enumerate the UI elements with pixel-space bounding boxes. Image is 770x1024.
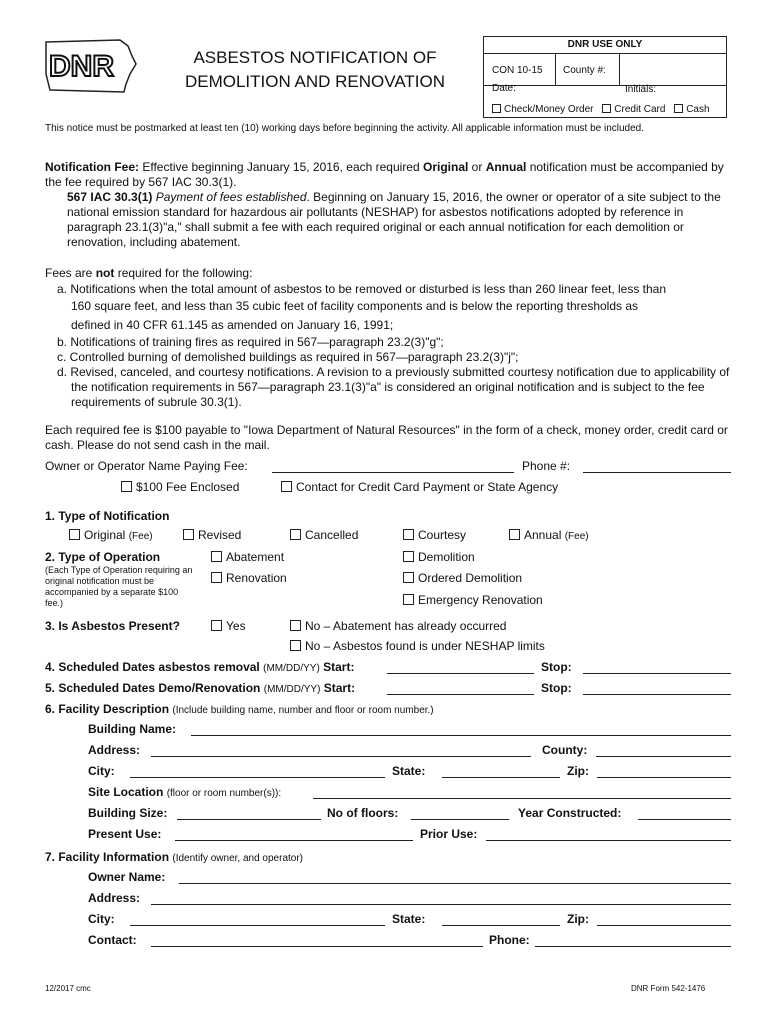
- abatement-label: Abatement: [226, 550, 285, 564]
- initials-label: Initials:: [625, 84, 657, 95]
- asbestos-stop-field[interactable]: [583, 673, 731, 674]
- original-label: Original: [84, 528, 126, 542]
- facility-county-field[interactable]: [596, 756, 731, 757]
- asbestos-yes-option: [211, 619, 246, 633]
- cancelled-option: [290, 528, 358, 542]
- demolition-checkbox[interactable]: [403, 551, 414, 562]
- exemption-c: c. Controlled burning of demolished buildings as required in 567—paragraph 23.2(3)"j";: [57, 350, 519, 364]
- contact-phone-field[interactable]: [535, 946, 731, 947]
- owner-address-field[interactable]: [151, 904, 731, 905]
- con-code: CON 10-15: [492, 65, 543, 76]
- s5-start-label: Start:: [323, 681, 356, 695]
- owner-zip-label: Zip:: [567, 912, 589, 926]
- emergency-renovation-label: Emergency Renovation: [418, 593, 543, 607]
- original-checkbox[interactable]: [69, 529, 80, 540]
- owner-city-field[interactable]: [130, 925, 385, 926]
- s2-note: (Each Type of Operation requiring an original notification must be accompanied by a separate $100 fee.): [45, 565, 193, 608]
- abatement-option: [211, 550, 284, 564]
- present-use-label: Present Use:: [88, 827, 162, 841]
- rule-text: . Beginning on January 15, 2016, the owner or operator of a site subject to the national emission standard for hazardous air pollutants (NESHAP) for asbestos notifications adopted by reference in paragraph 23.1(3)"a," shall submit a fee with each required original or each annual notification for each demolition or renovation, including abatement.: [67, 190, 721, 249]
- demolition-option: [403, 550, 475, 564]
- s7-label: 7. Facility Information: [45, 850, 170, 864]
- exemption-d: d. Revised, canceled, and courtesy notifications. A revision to a previously submitted courtesy notification due to applicability of the notification requirements in 567—paragraph 23.1(3)"a" is considered an original notification and is subject to the fee requirements of subrule 30.3(1).: [57, 365, 730, 409]
- ordered-demolition-checkbox[interactable]: [403, 572, 414, 583]
- fee-original: Original: [423, 160, 469, 174]
- facility-state-label: State:: [392, 764, 426, 778]
- renovation-checkbox[interactable]: [211, 572, 222, 583]
- demo-stop-field[interactable]: [583, 694, 731, 695]
- site-location-label: Site Location: [88, 785, 164, 799]
- revised-checkbox[interactable]: [183, 529, 194, 540]
- year-constructed-label: Year Constructed:: [518, 806, 622, 820]
- building-size-field[interactable]: [177, 819, 321, 820]
- payment-instructions: Each required fee is $100 payable to "Iowa Department of Natural Resources" in the form of a check, money order, credit card or cash. Please do not send cash in the mail.: [45, 423, 728, 452]
- emergency-renovation-checkbox[interactable]: [403, 594, 414, 605]
- owner-state-field[interactable]: [442, 925, 560, 926]
- payment-type-row: [492, 104, 710, 115]
- fee-annual: Annual: [485, 160, 527, 174]
- asbestos-no-neshap-checkbox[interactable]: [290, 640, 301, 651]
- asbestos-yes-checkbox[interactable]: [211, 620, 222, 631]
- ordered-demolition-label: Ordered Demolition: [418, 571, 523, 585]
- contact-field[interactable]: [151, 946, 483, 947]
- owner-paying-label: Owner or Operator Name Paying Fee:: [45, 459, 248, 473]
- postmark-notice: This notice must be postmarked at least ten (10) working days before beginning the activity. All applicable information must be included.: [45, 123, 645, 134]
- annual-option: [509, 528, 589, 542]
- exempt-lead-a: Fees are: [45, 266, 96, 280]
- site-location-hint: (floor or room number(s)):: [166, 788, 282, 799]
- revised-label: Revised: [198, 528, 242, 542]
- owner-name-label: Owner Name:: [88, 870, 166, 884]
- cash-label: Cash: [686, 104, 710, 115]
- rule-title: Payment of fees established: [155, 190, 307, 204]
- title-line-1: ASBESTOS NOTIFICATION OF: [193, 48, 437, 67]
- present-use-field[interactable]: [175, 840, 413, 841]
- cancelled-label: Cancelled: [305, 528, 359, 542]
- dnr-box-title: DNR USE ONLY: [484, 37, 726, 54]
- fee-heading: Notification Fee:: [45, 160, 140, 174]
- exemption-a-line3: defined in 40 CFR 61.145 as amended on January 16, 1991;: [71, 318, 394, 332]
- facility-zip-label: Zip:: [567, 764, 589, 778]
- s2-label: 2. Type of Operation: [45, 550, 161, 564]
- s1-label: 1. Type of Notification: [45, 509, 170, 523]
- facility-address-label: Address:: [88, 743, 141, 757]
- prior-use-label: Prior Use:: [420, 827, 478, 841]
- credit-card-checkbox[interactable]: [602, 104, 611, 113]
- cancelled-checkbox[interactable]: [290, 529, 301, 540]
- abatement-checkbox[interactable]: [211, 551, 222, 562]
- renovation-label: Renovation: [226, 571, 287, 585]
- exemption-a-line2: 160 square feet, and less than 35 cubic feet of facility components and is below the reporting thresholds as: [71, 299, 639, 313]
- date-label: Date:: [492, 83, 516, 94]
- fee-exemptions: [45, 266, 735, 410]
- courtesy-checkbox[interactable]: [403, 529, 414, 540]
- s5-format: (MM/DD/YY): [263, 684, 321, 695]
- annual-fee-note: (Fee): [564, 531, 589, 542]
- asbestos-no-abatement-label: No – Abatement has already occurred: [305, 619, 507, 633]
- exemption-a-line1: a. Notifications when the total amount of asbestos to be removed or disturbed is less than 260 linear feet, less than: [57, 282, 667, 296]
- owner-name-field[interactable]: [179, 883, 731, 884]
- s5-stop-label: Stop:: [541, 681, 572, 695]
- contact-credit-row: [281, 480, 558, 494]
- check-money-order-label: Check/Money Order: [504, 104, 594, 115]
- building-name-field[interactable]: [191, 735, 731, 736]
- notification-fee-section: [45, 160, 730, 250]
- s4-stop-label: Stop:: [541, 660, 572, 674]
- page-title: [160, 46, 470, 94]
- facility-zip-field[interactable]: [597, 777, 731, 778]
- asbestos-no-abatement-option: [290, 619, 506, 633]
- revised-option: [183, 528, 241, 542]
- building-name-label: Building Name:: [88, 722, 177, 736]
- s4-label-row: [45, 660, 354, 674]
- contact-credit-checkbox[interactable]: [281, 481, 292, 492]
- year-constructed-field[interactable]: [638, 819, 731, 820]
- facility-county-label: County:: [542, 743, 588, 757]
- cash-checkbox[interactable]: [674, 104, 683, 113]
- floors-field[interactable]: [411, 819, 509, 820]
- renovation-option: [211, 571, 287, 585]
- owner-zip-field[interactable]: [597, 925, 731, 926]
- s7-label-row: [45, 850, 303, 864]
- annual-checkbox[interactable]: [509, 529, 520, 540]
- s6-hint: (Include building name, number and floor or room number.): [172, 705, 434, 716]
- fee-enclosed-row: [121, 480, 239, 494]
- courtesy-option: [403, 528, 466, 542]
- contact-label: Contact:: [88, 933, 137, 947]
- fee-or: or: [468, 160, 486, 174]
- annual-label: Annual: [524, 528, 562, 542]
- owner-state-label: State:: [392, 912, 426, 926]
- dnr-use-only-box: [483, 36, 727, 118]
- owner-address-label: Address:: [88, 891, 141, 905]
- courtesy-label: Courtesy: [418, 528, 467, 542]
- fee-enclosed-label: $100 Fee Enclosed: [136, 480, 240, 494]
- exemption-b: b. Notifications of training fires as required in 567—paragraph 23.2(3)"g";: [57, 335, 444, 349]
- facility-city-field[interactable]: [130, 777, 385, 778]
- footer-form-number: DNR Form 542-1476: [631, 984, 706, 993]
- asbestos-yes-label: Yes: [226, 619, 246, 633]
- fee-text-b: notification must be accompanied by the fee required by 567 IAC 30.3(1).: [45, 160, 724, 189]
- asbestos-no-neshap-option: [290, 639, 545, 653]
- floors-label: No of floors:: [327, 806, 399, 820]
- s6-label: 6. Facility Description: [45, 702, 170, 716]
- rule-number: 567 IAC 30.3(1): [67, 190, 153, 204]
- phone-label: Phone #:: [522, 459, 571, 473]
- ordered-demolition-option: [403, 571, 522, 585]
- demolition-label: Demolition: [418, 550, 475, 564]
- title-line-2: DEMOLITION AND RENOVATION: [184, 72, 446, 91]
- contact-credit-label: Contact for Credit Card Payment or State Agency: [296, 480, 559, 494]
- check-money-order-checkbox[interactable]: [492, 104, 501, 113]
- emergency-renovation-option: [403, 593, 543, 607]
- dnr-logo: [40, 34, 138, 96]
- prior-use-field[interactable]: [486, 840, 731, 841]
- county-label: County #:: [563, 65, 606, 76]
- owner-city-label: City:: [88, 912, 115, 926]
- exempt-not: not: [95, 266, 115, 280]
- facility-state-field[interactable]: [442, 777, 560, 778]
- footer-revision: 12/2017 cmc: [45, 984, 91, 993]
- s5-label: 5. Scheduled Dates Demo/Renovation: [45, 681, 261, 695]
- contact-phone-label: Phone:: [489, 933, 530, 947]
- logo-text: DNR: [49, 50, 114, 83]
- asbestos-start-field[interactable]: [387, 673, 534, 674]
- asbestos-no-abatement-checkbox[interactable]: [290, 620, 301, 631]
- facility-address-field[interactable]: [151, 756, 531, 757]
- s4-start-label: Start:: [323, 660, 355, 674]
- original-fee-note: (Fee): [128, 531, 153, 542]
- site-location-row: [88, 785, 281, 799]
- site-location-field[interactable]: [313, 798, 731, 799]
- facility-city-label: City:: [88, 764, 115, 778]
- s5-label-row: [45, 681, 355, 695]
- owner-paying-field[interactable]: [272, 472, 514, 473]
- exempt-lead-b: required for the following:: [114, 266, 253, 280]
- phone-field[interactable]: [583, 472, 731, 473]
- credit-card-label: Credit Card: [614, 104, 666, 115]
- s7-hint: (Identify owner, and operator): [172, 853, 304, 864]
- fee-enclosed-checkbox[interactable]: [121, 481, 132, 492]
- s6-label-row: [45, 702, 434, 716]
- demo-start-field[interactable]: [387, 694, 534, 695]
- s4-format: (MM/DD/YY): [263, 663, 320, 674]
- fee-text-a: Effective beginning January 15, 2016, each required: [139, 160, 423, 174]
- s3-label: 3. Is Asbestos Present?: [45, 619, 180, 633]
- s4-label: 4. Scheduled Dates asbestos removal: [45, 660, 260, 674]
- iowa-outline-icon: [40, 34, 138, 96]
- building-size-label: Building Size:: [88, 806, 168, 820]
- asbestos-no-neshap-label: No – Asbestos found is under NESHAP limits: [305, 639, 545, 653]
- original-option: [69, 528, 153, 542]
